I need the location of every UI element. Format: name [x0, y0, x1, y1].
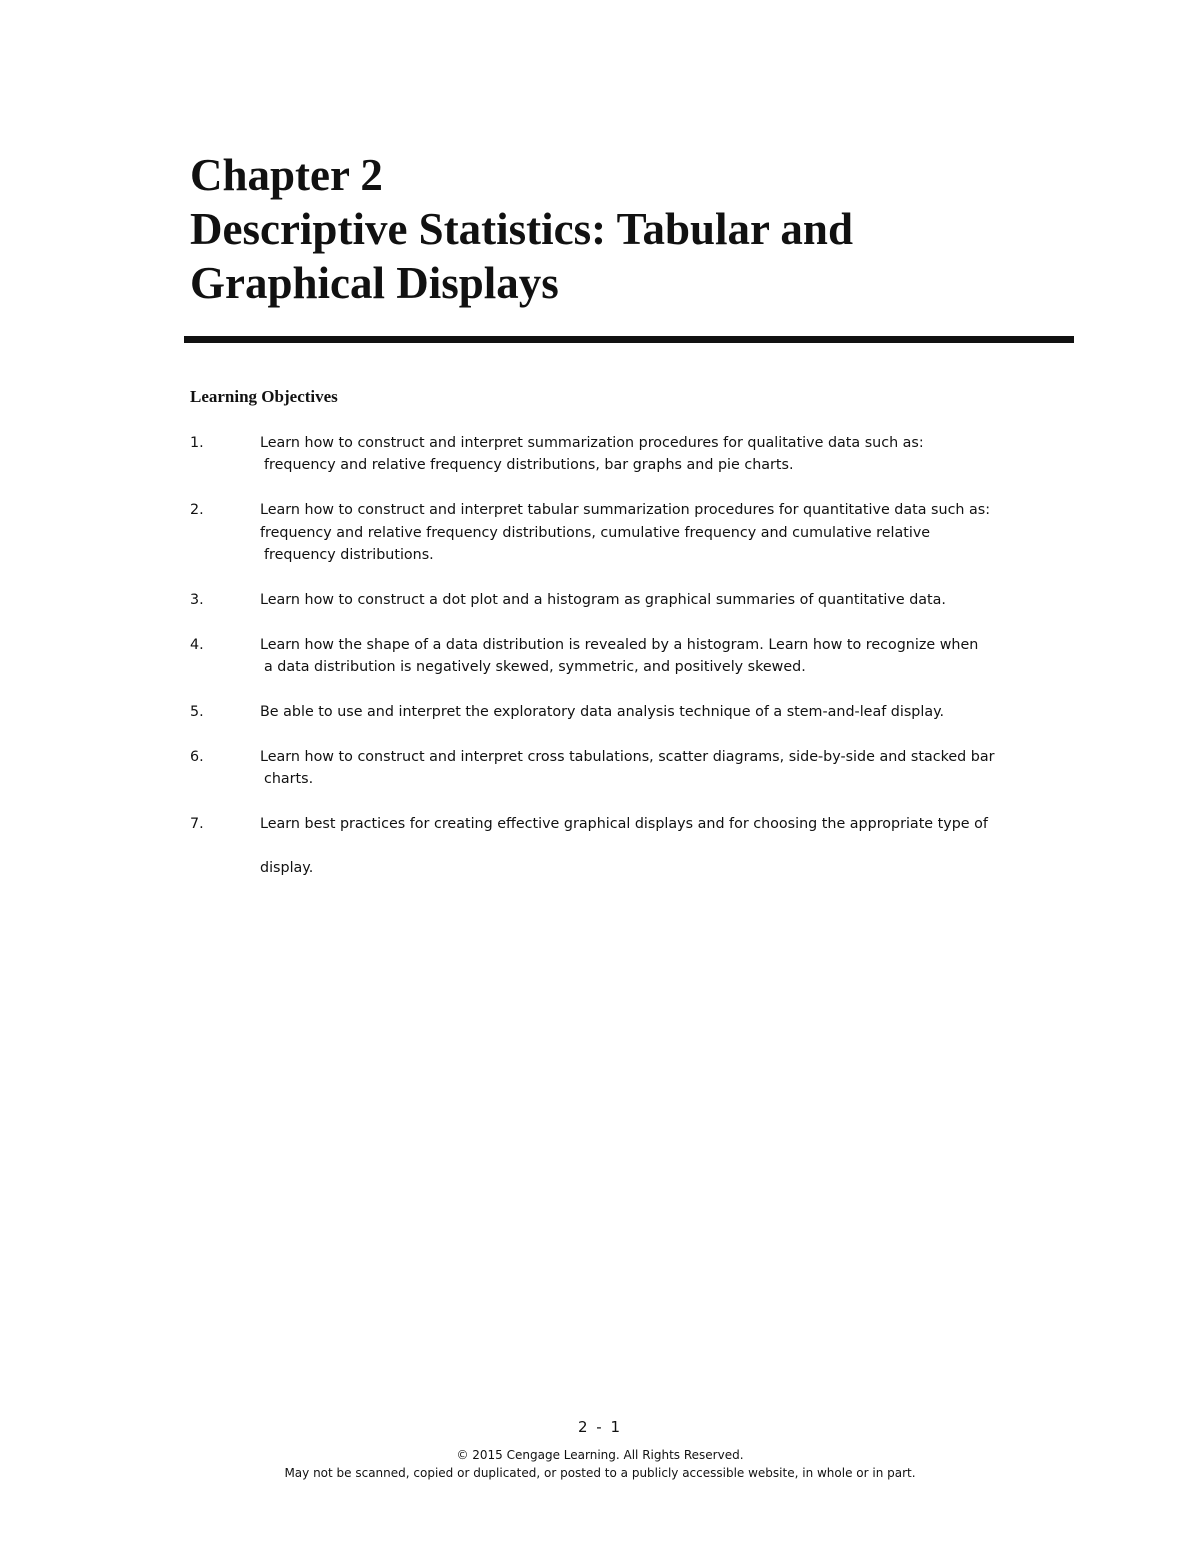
objective-number: 3. — [190, 591, 204, 608]
objective-text: display. — [260, 860, 314, 877]
usage-restriction-notice: May not be scanned, copied or duplicated, or posted to a publicly accessible website, in whole or in part. — [284, 1466, 916, 1480]
objective-text: Learn how to construct and interpret tabular summarization procedures for quantitative data such as: — [260, 502, 991, 519]
objective-number: 5. — [190, 703, 204, 720]
objective-text: frequency and relative frequency distributions, cumulative frequency and cumulative relative — [260, 524, 931, 541]
objective-text: charts. — [264, 771, 314, 788]
objective-text: Learn how the shape of a data distribution is revealed by a histogram. Learn how to recognize when — [260, 636, 979, 653]
objective-text: frequency distributions. — [264, 547, 434, 564]
title-divider — [184, 336, 1074, 343]
objective-text: Learn best practices for creating effective graphical displays and for choosing the appropriate type of — [260, 815, 988, 832]
objective-text: frequency and relative frequency distributions, bar graphs and pie charts. — [264, 457, 794, 474]
objective-item — [190, 499, 1070, 566]
objective-text: a data distribution is negatively skewed, symmetric, and positively skewed. — [264, 659, 806, 676]
objective-item — [190, 746, 1070, 791]
objective-text: Learn how to construct a dot plot and a histogram as graphical summaries of quantitative data. — [260, 591, 946, 608]
chapter-title — [190, 148, 1090, 310]
objective-text: Learn how to construct and interpret summarization procedures for qualitative data such as: — [260, 435, 924, 451]
objective-text: Learn how to construct and interpret cross tabulations, scatter diagrams, side-by-side and stacked bar — [260, 748, 995, 765]
objective-item — [190, 701, 1070, 723]
page-number: 2 - 1 — [577, 1418, 623, 1436]
objective-item — [190, 634, 1070, 679]
objective-number: 2. — [190, 502, 204, 519]
objective-number: 1. — [190, 435, 204, 451]
chapter-number: Chapter 2 — [190, 150, 383, 200]
learning-objectives-list — [190, 432, 1070, 902]
chapter-title-line-2: Graphical Displays — [190, 258, 559, 308]
objective-item — [190, 813, 1070, 880]
objective-number: 6. — [190, 748, 204, 765]
objective-item — [190, 589, 1070, 611]
chapter-title-line-1: Descriptive Statistics: Tabular and — [190, 204, 853, 254]
copyright-notice: © 2015 Cengage Learning. All Rights Reserved. — [456, 1448, 744, 1462]
objective-number: 7. — [190, 815, 204, 832]
objective-item — [190, 432, 1070, 477]
section-heading-learning-objectives: Learning Objectives — [190, 387, 338, 406]
objective-number: 4. — [190, 636, 204, 653]
objective-text: Be able to use and interpret the exploratory data analysis technique of a stem-and-leaf display. — [260, 703, 945, 720]
